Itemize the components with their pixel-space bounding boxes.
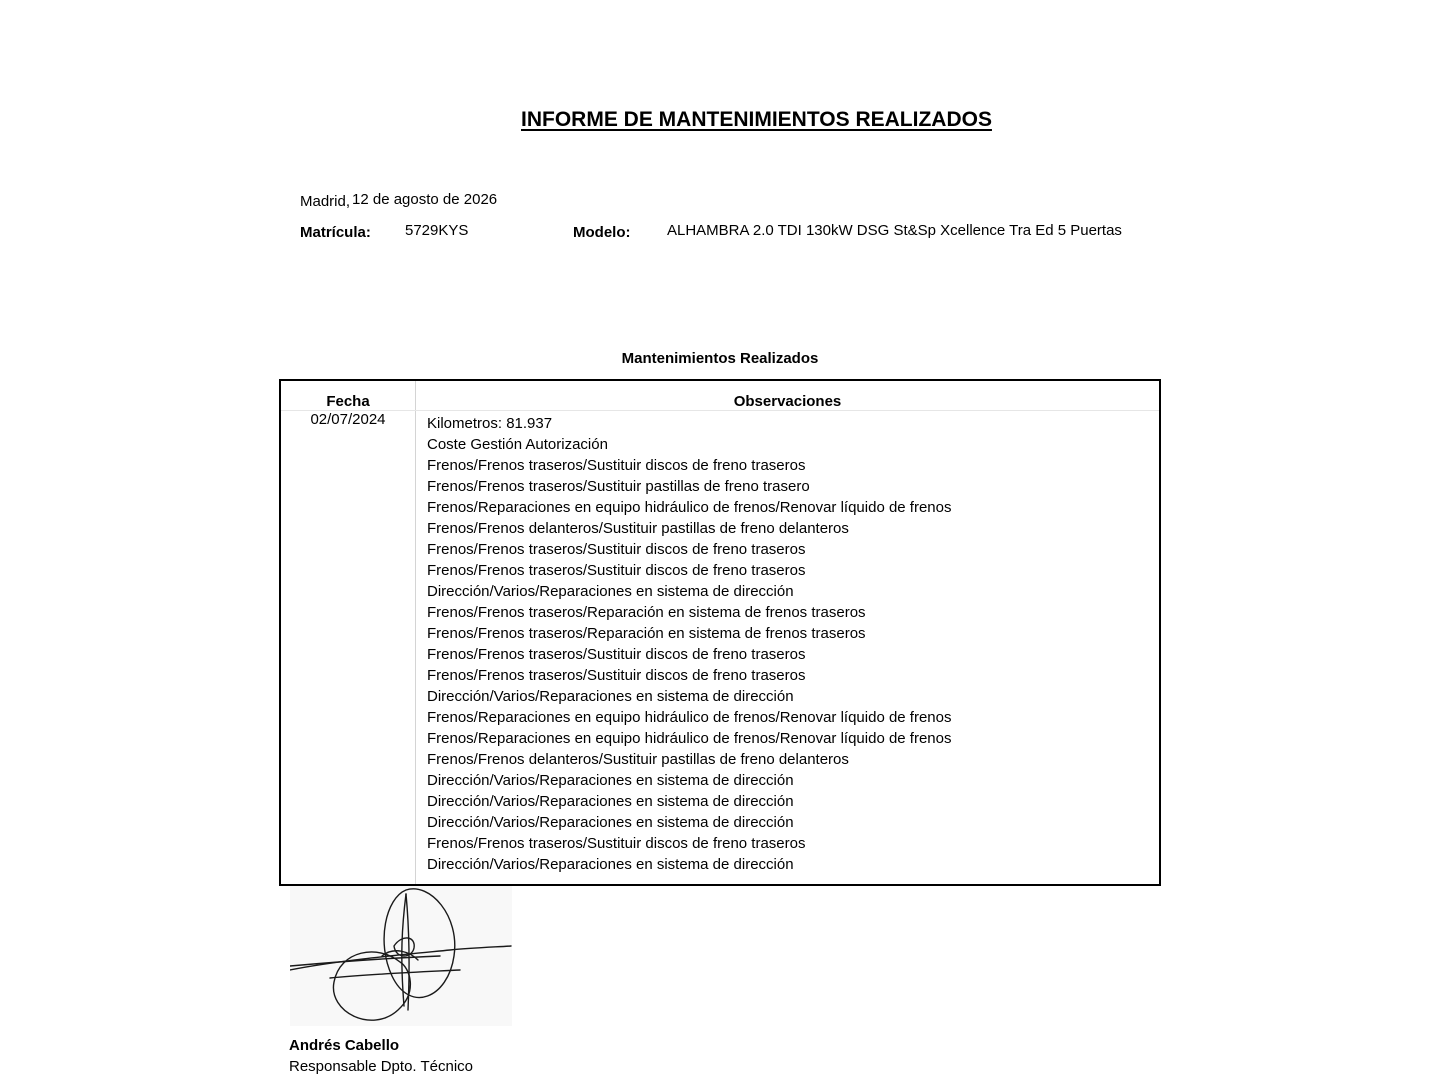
observation-item: Frenos/Frenos traseros/Reparación en sistema de frenos traseros — [427, 604, 866, 621]
column-header-observations: Observaciones — [733, 393, 842, 410]
observation-item: Frenos/Frenos traseros/Sustituir discos de freno traseros — [427, 667, 806, 684]
column-header-date: Fecha — [326, 393, 370, 410]
model-value: ALHAMBRA 2.0 TDI 130kW DSG St&Sp Xcellence Tra Ed 5 Puertas — [667, 222, 1122, 239]
column-divider — [415, 381, 416, 884]
observation-item: Frenos/Frenos traseros/Sustituir discos de freno traseros — [427, 457, 806, 474]
observation-item: Coste Gestión Autorización — [427, 436, 608, 453]
report-date: 12 de agosto de 2026 — [352, 191, 498, 208]
observation-item: Dirección/Varios/Reparaciones en sistema de dirección — [427, 688, 794, 705]
plate-value: 5729KYS — [405, 222, 469, 239]
signature-image — [290, 886, 512, 1026]
observation-item: Frenos/Frenos traseros/Sustituir discos de freno traseros — [427, 541, 806, 558]
observation-item: Frenos/Frenos delanteros/Sustituir pastillas de freno delanteros — [427, 751, 849, 768]
report-title: INFORME DE MANTENIMIENTOS REALIZADOS — [521, 108, 992, 131]
signer-role: Responsable Dpto. Técnico — [289, 1058, 473, 1075]
model-label: Modelo: — [573, 224, 631, 241]
observation-item: Dirección/Varios/Reparaciones en sistema de dirección — [427, 856, 794, 873]
observation-item: Dirección/Varios/Reparaciones en sistema de dirección — [427, 772, 794, 789]
observation-item: Frenos/Frenos traseros/Sustituir discos de freno traseros — [427, 835, 806, 852]
plate-label: Matrícula: — [300, 224, 371, 241]
observation-item: Frenos/Reparaciones en equipo hidráulico de frenos/Renovar líquido de frenos — [427, 499, 952, 516]
observation-item: Frenos/Reparaciones en equipo hidráulico de frenos/Renovar líquido de frenos — [427, 730, 952, 747]
observation-item: Frenos/Frenos traseros/Reparación en sistema de frenos traseros — [427, 625, 866, 642]
observation-item: Frenos/Reparaciones en equipo hidráulico de frenos/Renovar líquido de frenos — [427, 709, 952, 726]
observation-item: Dirección/Varios/Reparaciones en sistema de dirección — [427, 583, 794, 600]
observation-item: Frenos/Frenos traseros/Sustituir pastillas de freno trasero — [427, 478, 810, 495]
observation-item: Kilometros: 81.937 — [427, 415, 553, 432]
maintenance-table — [279, 379, 1161, 886]
row-date: 02/07/2024 — [310, 411, 386, 428]
place-label: Madrid, — [300, 193, 351, 210]
observations-list — [427, 413, 952, 875]
observation-item: Dirección/Varios/Reparaciones en sistema de dirección — [427, 814, 794, 831]
signature-drawing — [290, 886, 512, 1026]
maintenance-caption: Mantenimientos Realizados — [621, 350, 819, 367]
observation-item: Frenos/Frenos traseros/Sustituir discos de freno traseros — [427, 646, 806, 663]
observation-item: Frenos/Frenos traseros/Sustituir discos de freno traseros — [427, 562, 806, 579]
observation-item: Frenos/Frenos delanteros/Sustituir pastillas de freno delanteros — [427, 520, 849, 537]
observation-item: Dirección/Varios/Reparaciones en sistema de dirección — [427, 793, 794, 810]
signer-name: Andrés Cabello — [289, 1037, 400, 1054]
